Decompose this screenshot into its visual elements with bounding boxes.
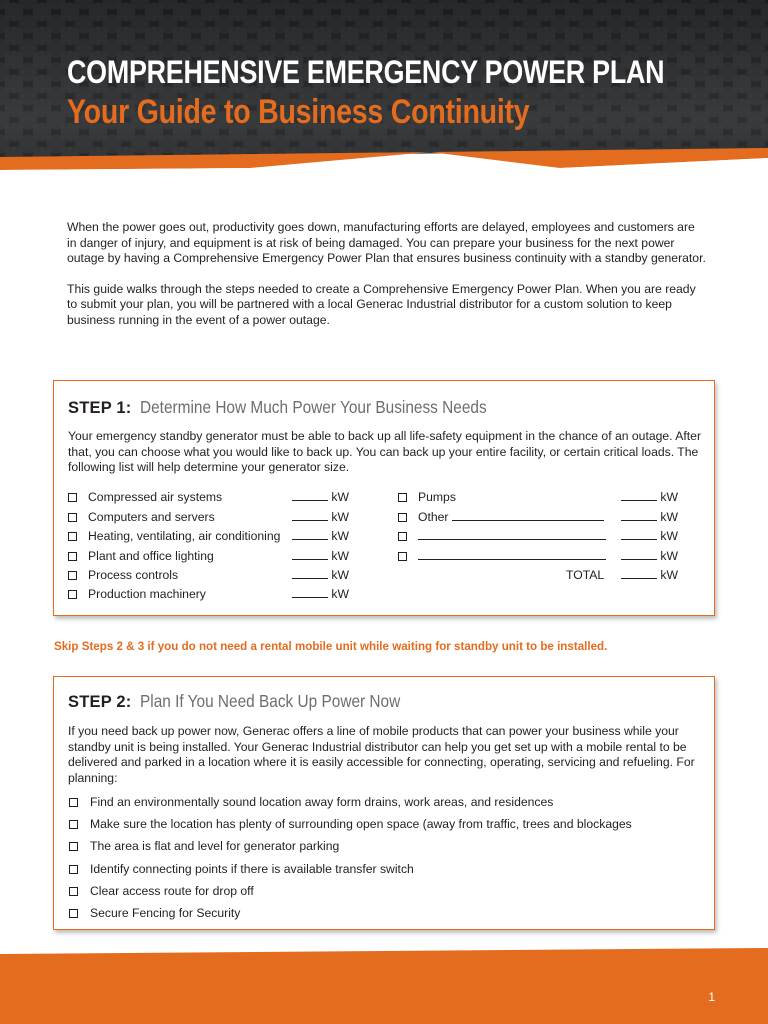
kw-field[interactable]: kW <box>292 549 349 563</box>
checklist-item <box>68 817 702 839</box>
kw-field[interactable]: kW <box>292 587 349 601</box>
checkbox[interactable] <box>69 798 78 807</box>
load-item-label: Process controls <box>88 568 179 582</box>
checkbox[interactable] <box>68 590 77 599</box>
other-text-line[interactable] <box>452 510 604 521</box>
checkbox[interactable] <box>398 532 407 541</box>
load-item-label: Compressed air systems <box>88 490 223 504</box>
checkbox[interactable] <box>68 513 77 522</box>
kw-field[interactable]: kW <box>292 510 349 524</box>
blank-text-line[interactable] <box>418 529 606 543</box>
checklist-item <box>68 884 702 906</box>
step-2-description: If you need back up power now, Generac offers a line of mobile products that can power your business while your standby unit is being installed. Your Generac Industrial distributor can help you get set up with a mobile rental to be delivered and parked in a location where it is easily accessible for connecting, operating, servicing and refueling. For planning: <box>68 724 695 785</box>
kw-field[interactable]: kW <box>621 510 678 524</box>
checklist-item <box>68 795 702 817</box>
checkbox[interactable] <box>69 887 78 896</box>
kw-field[interactable]: kW <box>292 490 349 504</box>
step-2-number: STEP 2: <box>68 693 132 711</box>
kw-field[interactable]: kW <box>621 549 678 563</box>
step-1-description: Your emergency standby generator must be able to back up all life-safety equipment in the chance of an outage. After that, you can choose what you would like to back up. You can back up your entire facility, or certain critical loads. The following list will help determine your generator size. <box>68 429 702 475</box>
checkbox[interactable] <box>68 552 77 561</box>
load-item-label: Computers and servers <box>88 510 215 524</box>
step-1-heading <box>68 397 534 418</box>
load-item-label: Pumps <box>418 490 456 504</box>
kw-field[interactable]: kW <box>292 529 349 543</box>
total-label: TOTAL <box>566 568 605 582</box>
checklist-item <box>68 906 702 928</box>
checklist-item <box>68 839 702 861</box>
load-item-label: Production machinery <box>88 587 206 601</box>
checkbox[interactable] <box>68 532 77 541</box>
checklist-item-label: Find an environmentally sound location away form drains, work areas, and residences <box>90 795 554 809</box>
checklist-item-label: Identify connecting points if there is available transfer switch <box>90 861 414 876</box>
checkbox[interactable] <box>69 820 78 829</box>
skip-steps-note: Skip Steps 2 & 3 if you do not need a rental mobile unit while waiting for standby unit to be installed. <box>54 640 608 653</box>
checkbox[interactable] <box>68 493 77 502</box>
checkbox[interactable] <box>398 493 407 502</box>
load-item-label: Heating, ventilating, air conditioning <box>88 529 281 543</box>
footer-band <box>0 940 768 1024</box>
checklist-item-label: The area is flat and level for generator parking <box>90 839 340 854</box>
intro-section <box>67 220 707 344</box>
page-number: 1 <box>708 990 715 1004</box>
step-1-box <box>53 380 715 616</box>
step-2-heading <box>68 691 436 712</box>
load-item-label: Plant and office lighting <box>88 549 214 563</box>
checklist-item <box>68 862 702 884</box>
kw-field[interactable]: kW <box>292 568 349 582</box>
planning-checklist <box>68 795 702 928</box>
kw-field[interactable]: kW <box>621 490 678 504</box>
checkbox[interactable] <box>398 513 407 522</box>
checklist-item-label: Secure Fencing for Security <box>90 905 241 920</box>
load-item-label: Other <box>418 510 604 524</box>
checkbox[interactable] <box>398 552 407 561</box>
checkbox[interactable] <box>68 571 77 580</box>
step-2-box <box>53 676 715 930</box>
intro-paragraph-2: This guide walks through the steps needed to create a Comprehensive Emergency Power Plan. When you are ready to submit your plan, you will be partnered with a local Generac Industrial distributor for a custom solution to keep business running in the event of a power outage. <box>67 281 696 327</box>
page-subtitle: Your Guide to Business Continuity <box>67 93 530 131</box>
intro-paragraph-1: When the power goes out, productivity goes down, manufacturing efforts are delayed, employees and customers are in danger of injury, and equipment is at risk of being damaged. You can prepare your business for the next power outage by having a Comprehensive Emergency Power Plan that ensures business continuity with a standby generator. <box>67 220 706 266</box>
step-1-number: STEP 1: <box>68 399 132 417</box>
step-1-title: Determine How Much Power Your Business Needs <box>139 397 487 417</box>
blank-text-line[interactable] <box>418 549 606 563</box>
step-2-title: Plan If You Need Back Up Power Now <box>139 691 401 711</box>
checklist-item-label: Make sure the location has plenty of surrounding open space (away from traffic, trees and blockages <box>90 817 632 832</box>
total-kw-field[interactable]: kW <box>621 568 678 582</box>
checkbox[interactable] <box>69 865 78 874</box>
page-title: COMPREHENSIVE EMERGENCY POWER PLAN <box>67 54 665 90</box>
checkbox[interactable] <box>69 842 78 851</box>
checklist-item-label: Clear access route for drop off <box>90 883 254 898</box>
checkbox[interactable] <box>69 909 78 918</box>
kw-field[interactable]: kW <box>621 529 678 543</box>
